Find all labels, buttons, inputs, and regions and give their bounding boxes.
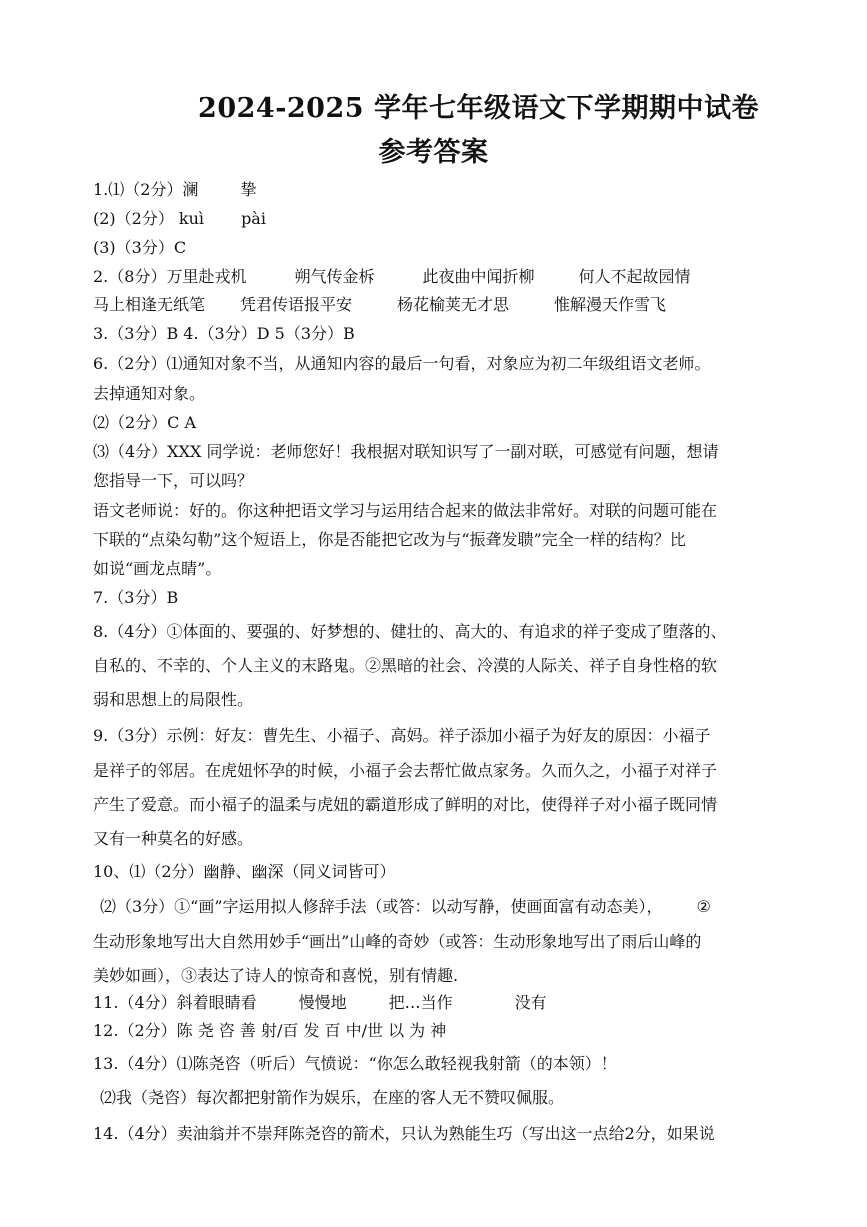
answer-text: (3)（3分）C (93, 238, 187, 257)
answer-text: 语文老师说：好的。你这种把语文学习与运用结合起来的做法非常好。对联的问题可能在 (93, 501, 718, 520)
answer-text: 没有 (514, 993, 547, 1012)
answer-q8-end (93, 690, 253, 710)
answer-q9-end (93, 829, 253, 849)
answer-q9 (93, 726, 710, 746)
answer-q1-2 (93, 209, 266, 229)
answer-text: 产生了爱意。而小福子的温柔与虎妞的霸道形成了鲜明的对比，使得祥子对小福子既同情 (93, 795, 718, 814)
answer-text: ⑵（2分）C A (93, 413, 197, 432)
answer-q13-2 (100, 1088, 564, 1108)
answer-q6-3-cont (93, 471, 253, 491)
answer-text: ⑵我（尧咨）每次都把射箭作为娱乐，在座的客人无不赞叹佩服。 (100, 1088, 565, 1107)
answer-q13-1 (93, 1054, 617, 1074)
answer-q2-row2 (93, 295, 666, 315)
answer-text: 6.（2分）⑴通知对象不当，从通知内容的最后一句看，对象应为初二年级组语文老师。 (93, 354, 711, 373)
answer-text: 是祥子的邻居。在虎妞怀孕的时候，小福子会去帮忙做点家务。久而久之，小福子对祥子 (93, 761, 718, 780)
answer-q9-cont1 (93, 761, 717, 781)
answer-text: ⑶（4分）XXX 同学说：老师您好！我根据对联知识写了一副对联，可感觉有问题，想请 (93, 442, 719, 461)
answer-text: ⑵（3分）①“画”字运用拟人修辞手法（或答：以动写静，使画面富有动态美）， (100, 897, 663, 916)
answer-text: 自私的、不幸的、个人主义的末路鬼。②黑暗的社会、冷漠的人际关、祥子自身性格的软 (93, 656, 718, 675)
exam-title: 2024-2025 学年七年级语文下学期期中试卷 (198, 93, 759, 124)
answer-key-heading: 参考答案 (378, 137, 489, 168)
answer-q6-1 (93, 354, 710, 374)
answer-q12 (93, 1021, 446, 1041)
answer-q10-2 (100, 897, 711, 917)
answer-text: 1.⑴（2分）澜 (93, 180, 199, 199)
answer-q6-3 (93, 442, 718, 462)
answer-q1-3 (93, 238, 186, 258)
answer-text: 何人不起故园情 (578, 267, 691, 286)
answer-text: 弱和思想上的局限性。 (93, 690, 254, 709)
answer-text: 您指导一下，可以吗？ (93, 471, 254, 490)
answer-text: 生动形象地写出大自然用妙手“画出”山峰的奇妙（或答：生动形象地写出了雨后山峰的 (93, 932, 702, 951)
answer-text: 11.（4分）斜着眼睛看 (93, 993, 257, 1012)
answer-text: 2.（8分）万里赴戎机 (93, 267, 247, 286)
answer-q8 (93, 622, 726, 642)
answer-text: 凭君传语报平安 (240, 295, 353, 314)
answer-q10-1 (93, 862, 396, 882)
answer-q7 (93, 588, 178, 608)
answer-text: 9.（3分）示例：好友：曹先生、小福子、高妈。祥子添加小福子为好友的原因：小福子 (93, 726, 711, 745)
answer-text: 此夜曲中闻折柳 (422, 267, 535, 286)
answer-text: 3.（3分）B 4.（3分）D 5（3分）B (93, 324, 355, 343)
answer-text: 去掉通知对象。 (93, 384, 206, 403)
answer-text: 挚 (240, 180, 257, 199)
answer-text: 10、⑴（2分）幽静、幽深（同义词皆可） (93, 862, 396, 881)
answer-text: 12.（2分）陈 尧 咨 善 射/百 发 百 中/世 以 为 神 (93, 1021, 447, 1040)
answer-q10-2-cont (93, 932, 701, 952)
answer-text: 14.（4分）卖油翁并不崇拜陈尧咨的箭术，只认为熟能生巧（写出这一点给2分，如果说 (93, 1124, 715, 1143)
answer-text: 慢慢地 (298, 993, 347, 1012)
answer-text: 7.（3分）B (93, 588, 179, 607)
answer-q6-3-teacher-end (93, 559, 221, 579)
answer-text: 惟解漫天作雪飞 (554, 295, 667, 314)
answer-text: 朔气传金柝 (294, 267, 375, 286)
answer-text: 美妙如画），③表达了诗人的惊奇和喜悦，别有情趣. (93, 966, 459, 985)
answer-q6-3-teacher-cont (93, 530, 686, 550)
answer-q14 (93, 1124, 715, 1144)
answer-q11 (93, 993, 547, 1013)
answer-text: 马上相逢无纸笔 (93, 295, 206, 314)
answer-text: ② (696, 897, 711, 916)
answer-q2-row1 (93, 267, 691, 287)
answer-text: pài (241, 209, 266, 228)
answer-q10-2-end (93, 966, 458, 986)
answer-q8-cont (93, 656, 717, 676)
answer-q3-5 (93, 324, 355, 344)
answer-q6-1-cont (93, 384, 205, 404)
answer-q6-3-teacher (93, 501, 717, 521)
answer-text: 杨花榆荚无才思 (397, 295, 510, 314)
answer-q9-cont2 (93, 795, 717, 815)
answer-text: 把…当作 (388, 993, 453, 1012)
answer-text: 如说“画龙点睛”。 (93, 559, 222, 578)
answer-q1-1 (93, 180, 256, 200)
answer-text: 8.（4分）①体面的、要强的、好梦想的、健壮的、高大的、有追求的祥子变成了堕落的、 (93, 622, 727, 641)
answer-q6-2 (93, 413, 196, 433)
answer-text: 又有一种莫名的好感。 (93, 829, 254, 848)
answer-text: 13.（4分）⑴陈尧咨（听后）气愤说：“你怎么敢轻视我射箭（的本领）！ (93, 1054, 617, 1073)
answer-text: (2)（2分） kuì (93, 209, 205, 228)
answer-text: 下联的“点染勾勒”这个短语上，你是否能把它改为与“振聋发聩”完全一样的结构？比 (93, 530, 686, 549)
